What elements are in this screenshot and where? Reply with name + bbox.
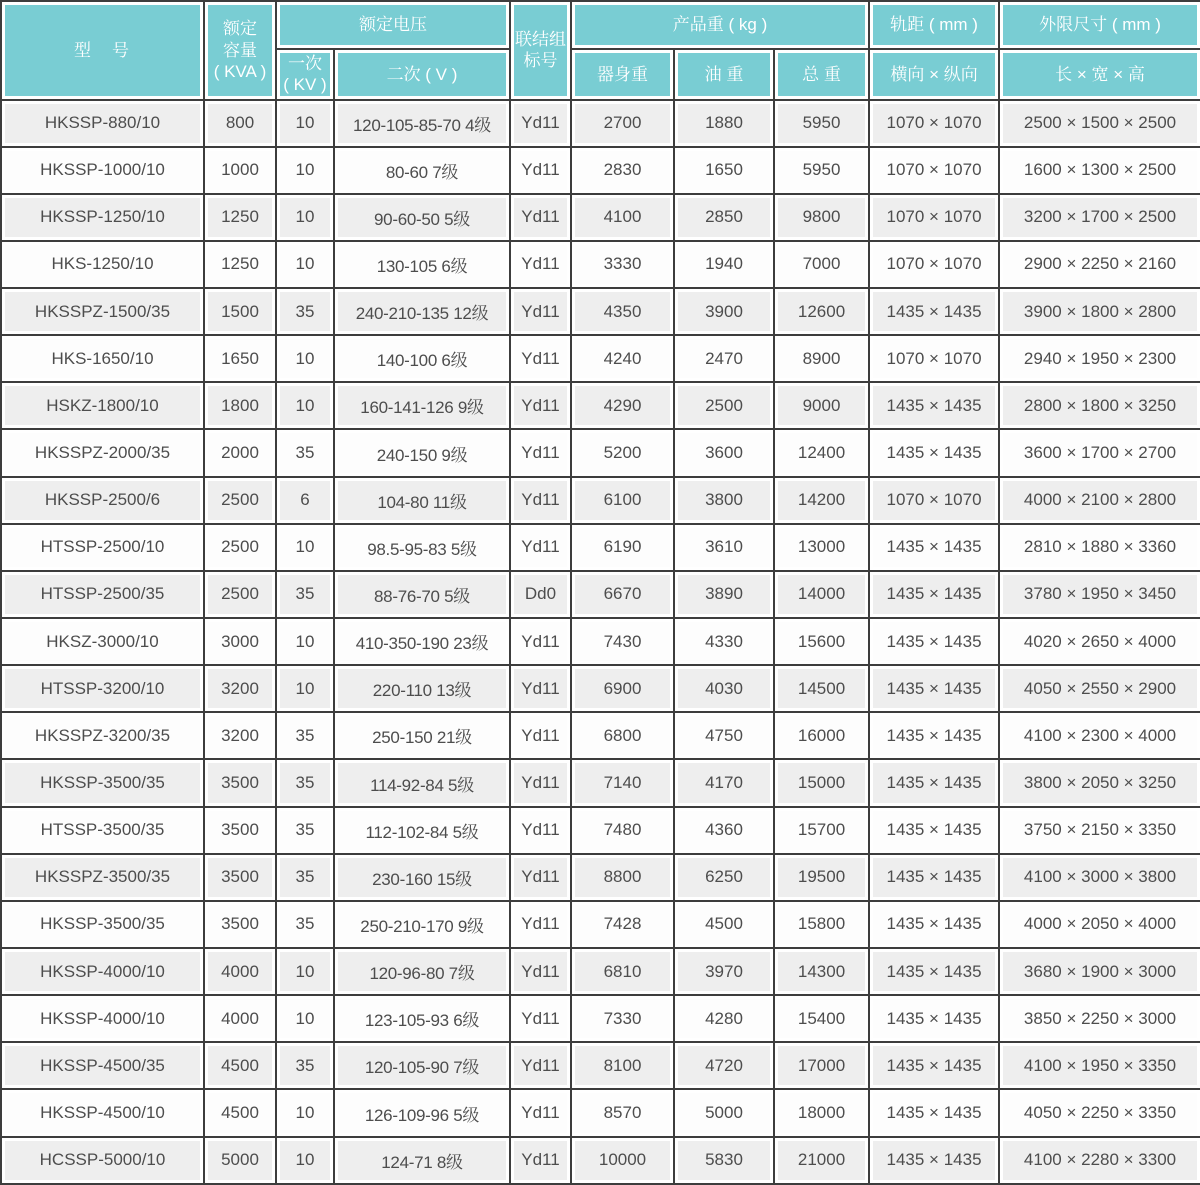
cell-gauge: 1070 × 1070 — [869, 147, 999, 194]
cell-oil-weight: 5830 — [674, 1137, 774, 1184]
table-row — [1, 429, 1200, 476]
cell-total-weight: 17000 — [774, 1042, 869, 1089]
cell-body-weight: 4350 — [571, 288, 674, 335]
header-gauge-sub-label: 横向 × 纵向 — [890, 64, 978, 84]
cell-dimensions: 3800 × 2050 × 3250 — [999, 759, 1200, 806]
cell-gauge: 1435 × 1435 — [869, 807, 999, 854]
cell-group: Yd11 — [510, 1042, 571, 1089]
cell-capacity: 1800 — [204, 382, 276, 429]
cell-model: HTSSP-2500/35 — [1, 571, 204, 618]
cell-model: HKSSP-4500/10 — [1, 1089, 204, 1136]
cell-gauge: 1435 × 1435 — [869, 571, 999, 618]
cell-total-weight: 18000 — [774, 1089, 869, 1136]
header-dimensions-sub — [999, 49, 1200, 100]
cell-dimensions: 4100 × 3000 × 3800 — [999, 854, 1200, 901]
header-body-weight — [571, 49, 674, 100]
cell-body-weight: 6100 — [571, 477, 674, 524]
table-row — [1, 759, 1200, 806]
cell-total-weight: 15800 — [774, 901, 869, 948]
cell-total-weight: 15000 — [774, 759, 869, 806]
header-gauge-sub — [869, 49, 999, 100]
header-secondary-label: 二次 ( V ) — [386, 64, 458, 84]
cell-total-weight: 14000 — [774, 571, 869, 618]
cell-gauge: 1435 × 1435 — [869, 1042, 999, 1089]
cell-oil-weight: 3900 — [674, 288, 774, 335]
cell-group: Yd11 — [510, 901, 571, 948]
table-row — [1, 1042, 1200, 1089]
cell-total-weight: 8900 — [774, 335, 869, 382]
cell-gauge: 1435 × 1435 — [869, 382, 999, 429]
cell-secondary: 126-109-96 5级 — [334, 1089, 510, 1136]
cell-group: Yd11 — [510, 1137, 571, 1184]
cell-group: Yd11 — [510, 807, 571, 854]
cell-group: Yd11 — [510, 429, 571, 476]
cell-dimensions: 4020 × 2650 × 4000 — [999, 618, 1200, 665]
cell-group: Yd11 — [510, 712, 571, 759]
cell-model: HKS-1250/10 — [1, 241, 204, 288]
table-row — [1, 382, 1200, 429]
cell-group: Yd11 — [510, 1089, 571, 1136]
cell-secondary: 120-105-85-70 4级 — [334, 100, 510, 147]
cell-gauge: 1435 × 1435 — [869, 854, 999, 901]
cell-total-weight: 12400 — [774, 429, 869, 476]
cell-oil-weight: 2850 — [674, 194, 774, 241]
cell-secondary: 160-141-126 9级 — [334, 382, 510, 429]
cell-gauge: 1435 × 1435 — [869, 759, 999, 806]
cell-capacity: 2500 — [204, 571, 276, 618]
cell-primary: 35 — [276, 759, 334, 806]
cell-capacity: 1250 — [204, 194, 276, 241]
cell-model: HTSSP-2500/10 — [1, 524, 204, 571]
cell-primary: 35 — [276, 901, 334, 948]
cell-gauge: 1435 × 1435 — [869, 1089, 999, 1136]
table-row — [1, 477, 1200, 524]
table-row — [1, 147, 1200, 194]
header-connection-line2: 标号 — [523, 51, 558, 71]
cell-group: Yd11 — [510, 382, 571, 429]
cell-capacity: 1000 — [204, 147, 276, 194]
header-total-weight — [774, 49, 869, 100]
cell-model: HKSSPZ-3500/35 — [1, 854, 204, 901]
cell-dimensions: 2810 × 1880 × 3360 — [999, 524, 1200, 571]
cell-capacity: 4000 — [204, 948, 276, 995]
header-capacity-line1: 额定 — [223, 19, 257, 39]
cell-group: Yd11 — [510, 618, 571, 665]
cell-dimensions: 4000 × 2050 × 4000 — [999, 901, 1200, 948]
cell-dimensions: 3780 × 1950 × 3450 — [999, 571, 1200, 618]
cell-oil-weight: 4280 — [674, 995, 774, 1042]
cell-primary: 35 — [276, 854, 334, 901]
cell-body-weight: 6800 — [571, 712, 674, 759]
cell-group: Yd11 — [510, 100, 571, 147]
cell-secondary: 104-80 11级 — [334, 477, 510, 524]
cell-model: HTSSP-3500/35 — [1, 807, 204, 854]
cell-capacity: 3500 — [204, 901, 276, 948]
cell-gauge: 1435 × 1435 — [869, 524, 999, 571]
cell-body-weight: 7330 — [571, 995, 674, 1042]
cell-body-weight: 5200 — [571, 429, 674, 476]
cell-dimensions: 3200 × 1700 × 2500 — [999, 194, 1200, 241]
cell-primary: 10 — [276, 100, 334, 147]
cell-dimensions: 4050 × 2550 × 2900 — [999, 665, 1200, 712]
cell-group: Yd11 — [510, 665, 571, 712]
table-row — [1, 288, 1200, 335]
header-model-label: 型 号 — [74, 40, 131, 60]
cell-body-weight: 8800 — [571, 854, 674, 901]
cell-model: HSKZ-1800/10 — [1, 382, 204, 429]
cell-primary: 10 — [276, 995, 334, 1042]
cell-group: Yd11 — [510, 335, 571, 382]
cell-oil-weight: 3970 — [674, 948, 774, 995]
cell-body-weight: 2830 — [571, 147, 674, 194]
cell-total-weight: 15700 — [774, 807, 869, 854]
cell-capacity: 1500 — [204, 288, 276, 335]
cell-secondary: 80-60 7级 — [334, 147, 510, 194]
table-row — [1, 1137, 1200, 1184]
table-row — [1, 1089, 1200, 1136]
cell-group: Yd11 — [510, 147, 571, 194]
cell-capacity: 3500 — [204, 807, 276, 854]
cell-primary: 35 — [276, 571, 334, 618]
cell-capacity: 4500 — [204, 1042, 276, 1089]
cell-primary: 35 — [276, 1042, 334, 1089]
cell-dimensions: 3600 × 1700 × 2700 — [999, 429, 1200, 476]
table-row — [1, 194, 1200, 241]
cell-gauge: 1435 × 1435 — [869, 618, 999, 665]
cell-secondary: 140-100 6级 — [334, 335, 510, 382]
cell-primary: 10 — [276, 147, 334, 194]
cell-group: Yd11 — [510, 477, 571, 524]
cell-oil-weight: 3800 — [674, 477, 774, 524]
cell-dimensions: 4050 × 2250 × 3350 — [999, 1089, 1200, 1136]
cell-secondary: 240-150 9级 — [334, 429, 510, 476]
cell-capacity: 1650 — [204, 335, 276, 382]
cell-body-weight: 4290 — [571, 382, 674, 429]
table-row — [1, 995, 1200, 1042]
table-row — [1, 571, 1200, 618]
header-capacity-unit: ( KVA ) — [213, 61, 267, 81]
cell-body-weight: 8570 — [571, 1089, 674, 1136]
cell-dimensions: 4100 × 2300 × 4000 — [999, 712, 1200, 759]
cell-capacity: 4500 — [204, 1089, 276, 1136]
cell-dimensions: 3680 × 1900 × 3000 — [999, 948, 1200, 995]
cell-group: Yd11 — [510, 995, 571, 1042]
cell-model: HKSSP-3500/35 — [1, 759, 204, 806]
table-row — [1, 524, 1200, 571]
header-oil-weight — [674, 49, 774, 100]
cell-oil-weight: 5000 — [674, 1089, 774, 1136]
header-model — [1, 1, 204, 100]
header-connection-group — [510, 1, 571, 100]
cell-oil-weight: 6250 — [674, 854, 774, 901]
cell-primary: 10 — [276, 194, 334, 241]
cell-secondary: 120-96-80 7级 — [334, 948, 510, 995]
table-row — [1, 241, 1200, 288]
cell-primary: 35 — [276, 807, 334, 854]
header-rated-capacity — [204, 1, 276, 100]
cell-oil-weight: 4360 — [674, 807, 774, 854]
cell-dimensions: 4000 × 2100 × 2800 — [999, 477, 1200, 524]
cell-oil-weight: 3890 — [674, 571, 774, 618]
cell-oil-weight: 1940 — [674, 241, 774, 288]
cell-secondary: 250-150 21级 — [334, 712, 510, 759]
cell-total-weight: 9000 — [774, 382, 869, 429]
cell-secondary: 230-160 15级 — [334, 854, 510, 901]
cell-gauge: 1435 × 1435 — [869, 288, 999, 335]
cell-body-weight: 10000 — [571, 1137, 674, 1184]
cell-secondary: 240-210-135 12级 — [334, 288, 510, 335]
cell-primary: 35 — [276, 429, 334, 476]
cell-group: Yd11 — [510, 524, 571, 571]
cell-secondary: 112-102-84 5级 — [334, 807, 510, 854]
cell-body-weight: 4240 — [571, 335, 674, 382]
cell-model: HKSZ-3000/10 — [1, 618, 204, 665]
table-row — [1, 618, 1200, 665]
header-product-weight-label: 产品重 ( kg ) — [672, 15, 768, 35]
cell-capacity: 3500 — [204, 854, 276, 901]
cell-capacity: 2500 — [204, 477, 276, 524]
cell-oil-weight: 4750 — [674, 712, 774, 759]
header-secondary-voltage — [334, 49, 510, 100]
cell-secondary: 90-60-50 5级 — [334, 194, 510, 241]
table-row — [1, 712, 1200, 759]
cell-total-weight: 19500 — [774, 854, 869, 901]
cell-gauge: 1070 × 1070 — [869, 194, 999, 241]
cell-body-weight: 6810 — [571, 948, 674, 995]
cell-gauge: 1070 × 1070 — [869, 100, 999, 147]
cell-model: HCSSP-5000/10 — [1, 1137, 204, 1184]
header-rated-voltage-label: 额定电压 — [359, 15, 427, 35]
cell-primary: 35 — [276, 712, 334, 759]
cell-body-weight: 7140 — [571, 759, 674, 806]
cell-primary: 10 — [276, 948, 334, 995]
cell-total-weight: 14300 — [774, 948, 869, 995]
cell-body-weight: 7428 — [571, 901, 674, 948]
cell-secondary: 98.5-95-83 5级 — [334, 524, 510, 571]
header-primary-line1: 一次 — [288, 54, 322, 73]
cell-secondary: 120-105-90 7级 — [334, 1042, 510, 1089]
cell-group: Dd0 — [510, 571, 571, 618]
cell-total-weight: 21000 — [774, 1137, 869, 1184]
cell-capacity: 3000 — [204, 618, 276, 665]
cell-oil-weight: 4330 — [674, 618, 774, 665]
cell-dimensions: 2900 × 2250 × 2160 — [999, 241, 1200, 288]
cell-primary: 10 — [276, 524, 334, 571]
cell-secondary: 123-105-93 6级 — [334, 995, 510, 1042]
cell-total-weight: 15400 — [774, 995, 869, 1042]
cell-secondary: 114-92-84 5级 — [334, 759, 510, 806]
cell-capacity: 2500 — [204, 524, 276, 571]
cell-oil-weight: 1650 — [674, 147, 774, 194]
cell-body-weight: 8100 — [571, 1042, 674, 1089]
cell-body-weight: 2700 — [571, 100, 674, 147]
cell-secondary: 88-76-70 5级 — [334, 571, 510, 618]
cell-primary: 10 — [276, 1137, 334, 1184]
cell-total-weight: 12600 — [774, 288, 869, 335]
cell-total-weight: 14500 — [774, 665, 869, 712]
cell-capacity: 3200 — [204, 665, 276, 712]
cell-model: HKSSPZ-3200/35 — [1, 712, 204, 759]
cell-gauge: 1070 × 1070 — [869, 477, 999, 524]
cell-oil-weight: 4720 — [674, 1042, 774, 1089]
cell-group: Yd11 — [510, 194, 571, 241]
table-body — [1, 100, 1200, 1185]
table-row — [1, 665, 1200, 712]
cell-capacity: 1250 — [204, 241, 276, 288]
cell-dimensions: 4100 × 1950 × 3350 — [999, 1042, 1200, 1089]
cell-model: HTSSP-3200/10 — [1, 665, 204, 712]
cell-capacity: 800 — [204, 100, 276, 147]
cell-total-weight: 5950 — [774, 100, 869, 147]
cell-oil-weight: 3610 — [674, 524, 774, 571]
cell-dimensions: 2940 × 1950 × 2300 — [999, 335, 1200, 382]
cell-capacity: 3500 — [204, 759, 276, 806]
header-rated-voltage-group — [276, 1, 510, 49]
header-body-weight-label: 器身重 — [597, 64, 648, 84]
cell-capacity: 5000 — [204, 1137, 276, 1184]
table-row — [1, 948, 1200, 995]
cell-primary: 10 — [276, 241, 334, 288]
cell-oil-weight: 1880 — [674, 100, 774, 147]
cell-primary: 10 — [276, 382, 334, 429]
cell-secondary: 250-210-170 9级 — [334, 901, 510, 948]
cell-model: HKSSP-880/10 — [1, 100, 204, 147]
cell-gauge: 1435 × 1435 — [869, 995, 999, 1042]
cell-total-weight: 13000 — [774, 524, 869, 571]
cell-group: Yd11 — [510, 948, 571, 995]
cell-primary: 6 — [276, 477, 334, 524]
cell-total-weight: 7000 — [774, 241, 869, 288]
cell-body-weight: 7430 — [571, 618, 674, 665]
cell-primary: 10 — [276, 618, 334, 665]
cell-primary: 35 — [276, 288, 334, 335]
cell-body-weight: 6900 — [571, 665, 674, 712]
cell-group: Yd11 — [510, 854, 571, 901]
cell-model: HKSSP-1250/10 — [1, 194, 204, 241]
header-dimensions-sub-label: 长 × 宽 × 高 — [1055, 64, 1145, 84]
cell-dimensions: 3850 × 2250 × 3000 — [999, 995, 1200, 1042]
cell-gauge: 1070 × 1070 — [869, 335, 999, 382]
cell-capacity: 2000 — [204, 429, 276, 476]
header-primary-voltage — [276, 49, 334, 100]
cell-gauge: 1435 × 1435 — [869, 712, 999, 759]
cell-primary: 10 — [276, 665, 334, 712]
cell-group: Yd11 — [510, 288, 571, 335]
cell-gauge: 1435 × 1435 — [869, 1137, 999, 1184]
header-gauge-label: 轨距 ( mm ) — [890, 15, 978, 35]
table-row — [1, 100, 1200, 147]
header-total-weight-label: 总 重 — [802, 64, 841, 84]
cell-secondary: 130-105 6级 — [334, 241, 510, 288]
cell-gauge: 1435 × 1435 — [869, 901, 999, 948]
cell-model: HKSSP-4500/35 — [1, 1042, 204, 1089]
table-row — [1, 854, 1200, 901]
cell-gauge: 1435 × 1435 — [869, 665, 999, 712]
cell-model: HKSSP-1000/10 — [1, 147, 204, 194]
cell-dimensions: 2800 × 1800 × 3250 — [999, 382, 1200, 429]
cell-group: Yd11 — [510, 241, 571, 288]
table-row — [1, 807, 1200, 854]
cell-dimensions: 3900 × 1800 × 2800 — [999, 288, 1200, 335]
cell-primary: 10 — [276, 335, 334, 382]
header-capacity-line2: 容量 — [223, 40, 257, 60]
header-oil-weight-label: 油 重 — [704, 64, 744, 84]
cell-total-weight: 14200 — [774, 477, 869, 524]
cell-primary: 10 — [276, 1089, 334, 1136]
header-gauge-group — [869, 1, 999, 49]
cell-dimensions: 2500 × 1500 × 2500 — [999, 100, 1200, 147]
cell-model: HKSSP-4000/10 — [1, 995, 204, 1042]
table-row — [1, 335, 1200, 382]
header-dimensions-group — [999, 1, 1200, 49]
cell-model: HKSSP-2500/6 — [1, 477, 204, 524]
cell-dimensions: 1600 × 1300 × 2500 — [999, 147, 1200, 194]
cell-model: HKSSP-3500/35 — [1, 901, 204, 948]
table-header — [1, 1, 1200, 100]
cell-oil-weight: 4500 — [674, 901, 774, 948]
cell-secondary: 124-71 8级 — [334, 1137, 510, 1184]
cell-gauge: 1435 × 1435 — [869, 948, 999, 995]
table-row — [1, 901, 1200, 948]
cell-total-weight: 16000 — [774, 712, 869, 759]
cell-secondary: 220-110 13级 — [334, 665, 510, 712]
cell-capacity: 4000 — [204, 995, 276, 1042]
header-dimensions-label: 外限尺寸 ( mm ) — [1039, 15, 1161, 35]
cell-secondary: 410-350-190 23级 — [334, 618, 510, 665]
cell-total-weight: 5950 — [774, 147, 869, 194]
cell-model: HKS-1650/10 — [1, 335, 204, 382]
cell-total-weight: 9800 — [774, 194, 869, 241]
cell-body-weight: 6670 — [571, 571, 674, 618]
cell-oil-weight: 2470 — [674, 335, 774, 382]
cell-gauge: 1070 × 1070 — [869, 241, 999, 288]
cell-dimensions: 4100 × 2280 × 3300 — [999, 1137, 1200, 1184]
header-product-weight-group — [571, 1, 869, 49]
cell-model: HKSSPZ-1500/35 — [1, 288, 204, 335]
cell-oil-weight: 4030 — [674, 665, 774, 712]
cell-total-weight: 15600 — [774, 618, 869, 665]
cell-model: HKSSP-4000/10 — [1, 948, 204, 995]
cell-body-weight: 7480 — [571, 807, 674, 854]
cell-capacity: 3200 — [204, 712, 276, 759]
cell-gauge: 1435 × 1435 — [869, 429, 999, 476]
header-connection-line1: 联结组 — [515, 30, 566, 49]
cell-group: Yd11 — [510, 759, 571, 806]
cell-body-weight: 3330 — [571, 241, 674, 288]
cell-oil-weight: 3600 — [674, 429, 774, 476]
cell-body-weight: 4100 — [571, 194, 674, 241]
cell-oil-weight: 4170 — [674, 759, 774, 806]
cell-dimensions: 3750 × 2150 × 3350 — [999, 807, 1200, 854]
header-primary-unit: ( KV ) — [283, 75, 327, 95]
cell-body-weight: 6190 — [571, 524, 674, 571]
cell-oil-weight: 2500 — [674, 382, 774, 429]
cell-model: HKSSPZ-2000/35 — [1, 429, 204, 476]
